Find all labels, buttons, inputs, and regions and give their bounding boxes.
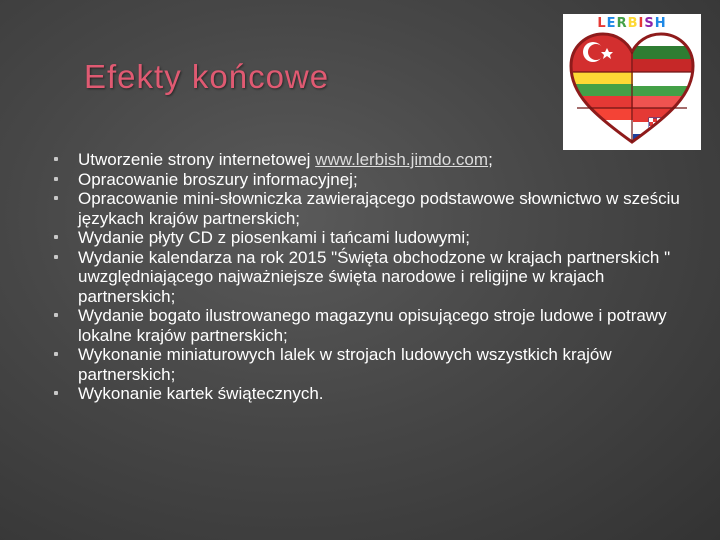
bullet-list — [54, 150, 704, 404]
list-item: Utworzenie strony internetowej www.lerbish.jimdo.com; — [54, 150, 704, 170]
bullet-icon — [54, 352, 58, 356]
bullet-icon — [54, 255, 58, 259]
list-item: Wydanie bogato ilustrowanego magazynu opisującego stroje ludowe i potrawy lokalne krajów partnerskich; — [54, 306, 704, 345]
bullet-icon — [54, 177, 58, 181]
list-item: Wykonanie miniaturowych lalek w strojach ludowych wszystkich krajów partnerskich; — [54, 345, 704, 384]
bullet-icon — [54, 235, 58, 239]
lerbish-logo — [563, 14, 701, 150]
list-item: Opracowanie mini-słowniczka zawierającego podstawowe słownictwo w sześciu językach krajów partnerskich; — [54, 189, 704, 228]
list-item: Wykonanie kartek świątecznych. — [54, 384, 704, 404]
list-item: Opracowanie broszury informacyjnej; — [54, 170, 704, 190]
logo-lettering: LERBISH — [597, 16, 667, 31]
list-item: Wydanie kalendarza na rok 2015 "Święta obchodzone w krajach partnerskich " uwzględniającego najważniejsze święta narodowe i religijne w krajach partnerskich; — [54, 248, 704, 307]
bullet-icon — [54, 157, 58, 161]
puzzle-heart-icon — [563, 14, 701, 150]
website-link[interactable]: www.lerbish.jimdo.com — [315, 150, 489, 169]
bullet-icon — [54, 313, 58, 317]
list-item: Wydanie płyty CD z piosenkami i tańcami ludowymi; — [54, 228, 704, 248]
slide-title: Efekty końcowe — [84, 58, 330, 95]
bullet-icon — [54, 196, 58, 200]
bullet-icon — [54, 391, 58, 395]
